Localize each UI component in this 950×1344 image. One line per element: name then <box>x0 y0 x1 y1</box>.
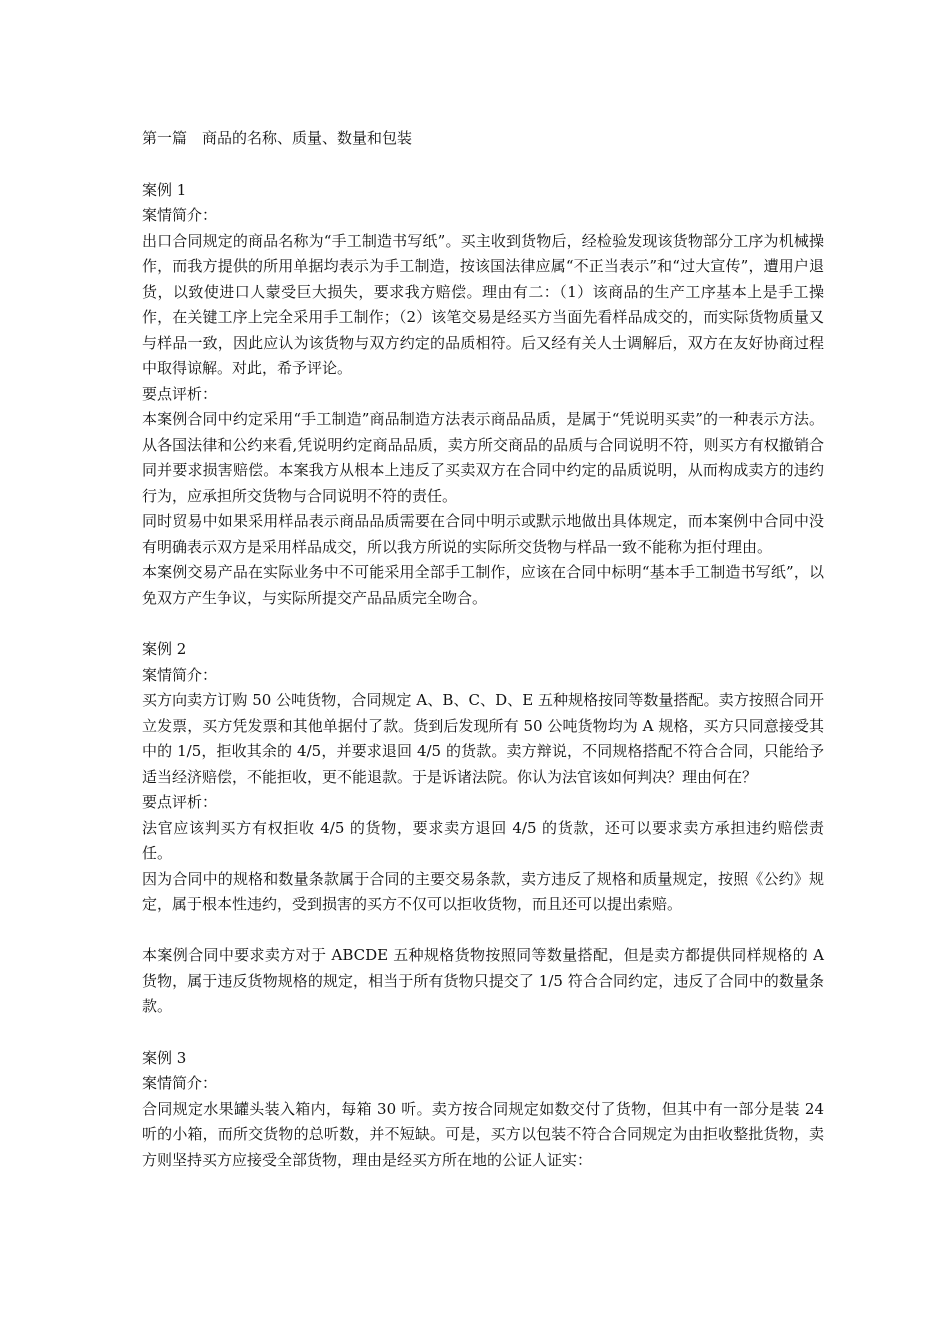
document-page <box>142 126 824 1199</box>
summary-paragraph: 买方向卖方订购 50 公吨货物，合同规定 A、B、C、D、E 五种规格按同等数量搭配。卖方按照合同开立发票，买方凭发票和其他单据付了款。货到后发现所有 50 公吨货物均为 A 规格，买方只同意接受其中的 1/5，拒收其余的 4/5，并要求退回 4/5 的货款。卖方辩说，不同规格搭配不符合合同，只能给予适当经济赔偿，不能拒收，更不能退款。于是诉诸法院。你认为法官该如何判决？理由何在？ <box>142 691 824 786</box>
case-heading: 案例 3 <box>142 1048 187 1067</box>
case-heading: 案例 1 <box>142 180 187 199</box>
case-2 <box>142 637 824 1020</box>
case-1 <box>142 178 824 612</box>
summary-label: 案情简介： <box>142 665 218 684</box>
analysis-paragraph: 因为合同中的规格和数量条款属于合同的主要交易条款，卖方违反了规格和质量规定，按照《公约》规定，属于根本性违约，受到损害的买方不仅可以拒收货物，而且还可以提出索赔。 <box>142 869 824 913</box>
analysis-label: 要点评析： <box>142 793 218 811</box>
summary-paragraph: 合同规定水果罐头装入箱内，每箱 30 听。卖方按合同规定如数交付了货物，但其中有一部分是装 24 听的小箱，而所交货物的总听数，并不短缺。可是，买方以包装不符合合同规定为由拒收整批货物，卖方则坚持买方应接受全部货物，理由是经买方所在地的公证人证实： <box>142 1099 824 1169</box>
summary-label: 案情简介： <box>142 206 218 224</box>
analysis-paragraph: 法官应该判买方有权拒收 4/5 的货物，要求卖方退回 4/5 的货款，还可以要求卖方承担违约赔偿责任。 <box>142 818 824 862</box>
summary-label: 案情简介： <box>142 1074 218 1092</box>
analysis-paragraph: 同时贸易中如果采用样品表示商品品质需要在合同中明示或默示地做出具体规定，而本案例中合同中没有明确表示双方是采用样品成交，所以我方所说的实际所交货物与样品一致不能称为拒付理由。 <box>142 512 824 556</box>
blank-line <box>142 918 824 944</box>
analysis-paragraph: 本案例合同中要求卖方对于 ABCDE 五种规格货物按照同等数量搭配，但是卖方都提供同样规格的 A 货物，属于违反货物规格的规定，相当于所有货物只提交了 1/5 符合合同约定，违反了合同中的数量条款。 <box>142 946 824 1015</box>
analysis-label: 要点评析： <box>142 384 218 403</box>
summary-paragraph: 出口合同规定的商品名称为“手工制造书写纸”。买主收到货物后，经检验发现该货物部分工序为机械操作，而我方提供的所用单据均表示为手工制造，按该国法律应属“不正当表示”和“过大宣传”，遭用户退货，以致使进口人蒙受巨大损失，要求我方赔偿。理由有二：（1）该商品的生产工序基本上是手工操作，在关键工序上完全采用手工制作；（2）该笔交易是经买方当面先看样品成交的，而实际货物质量又与样品一致，因此应认为该货物与双方约定的品质相符。后又经有关人士调解后，双方在友好协商过程中取得谅解。对此，希予评论。 <box>142 231 824 377</box>
case-heading: 案例 2 <box>142 640 187 658</box>
case-3 <box>142 1046 824 1174</box>
analysis-paragraph: 本案例合同中约定采用“手工制造”商品制造方法表示商品品质，是属于“凭说明买卖”的一种表示方法。从各国法律和公约来看,凭说明约定商品品质，卖方所交商品的品质与合同说明不符，则买方有权撤销合同并要求损害赔偿。本案我方从根本上违反了买卖双方在合同中约定的品质说明，从而构成卖方的违约行为，应承担所交货物与合同说明不符的责任。 <box>142 410 824 505</box>
analysis-paragraph: 本案例交易产品在实际业务中不可能采用全部手工制作，应该在合同中标明“基本手工制造书写纸”，以免双方产生争议，与实际所提交产品品质完全吻合。 <box>142 563 824 607</box>
document-title: 第一篇 商品的名称、质量、数量和包装 <box>142 129 413 147</box>
